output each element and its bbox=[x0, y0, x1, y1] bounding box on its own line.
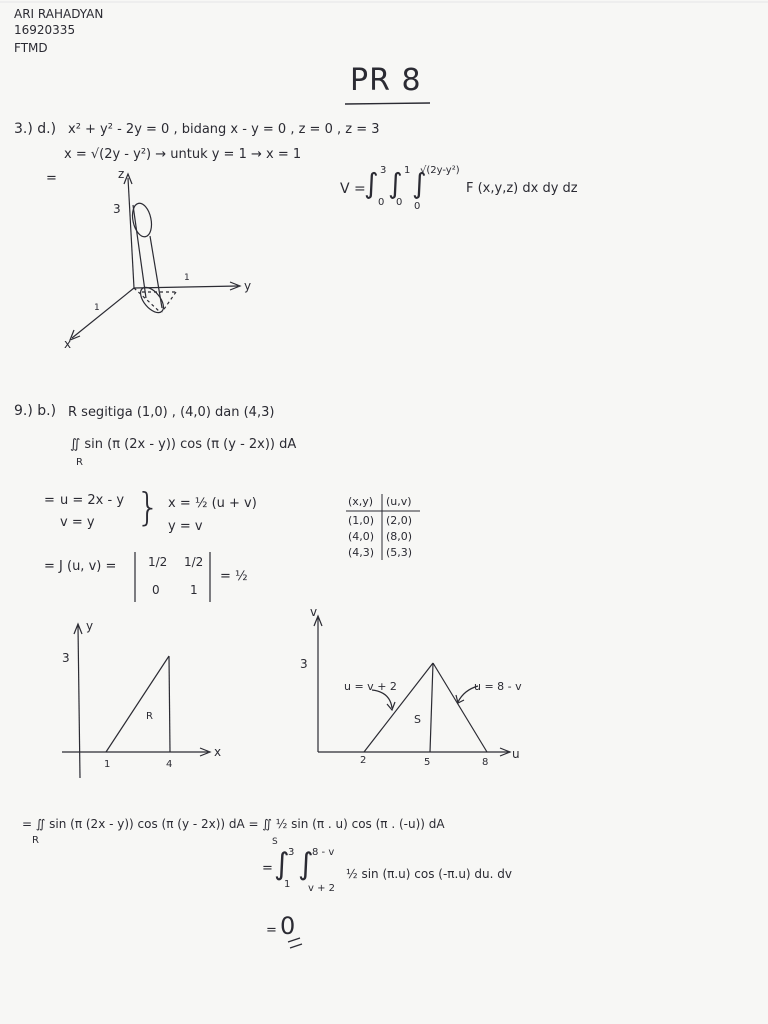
final-outer-bot: 1 bbox=[284, 879, 291, 890]
table-row-3-uv: (5,3) bbox=[386, 546, 413, 559]
final-inner-top: 8 - v bbox=[312, 847, 335, 858]
final-line-2-eq: = bbox=[262, 861, 273, 876]
table-header-xy: (x,y) bbox=[348, 495, 374, 508]
lim3-bot: 0 bbox=[414, 201, 421, 212]
problem9-integral-sub: R bbox=[76, 457, 83, 468]
y-def: y = v bbox=[168, 519, 203, 534]
graph-r-y-label: y bbox=[86, 619, 94, 633]
graph-r-tick-y-3: 3 bbox=[62, 651, 70, 665]
final-line-1-sub: R bbox=[32, 835, 39, 846]
final-line-1-sub-s: S bbox=[272, 837, 278, 847]
table-row-2-uv: (8,0) bbox=[386, 530, 413, 543]
jacobian-m22: 1 bbox=[190, 583, 198, 597]
table-row-1-uv: (2,0) bbox=[386, 514, 413, 527]
lim2-top: 1 bbox=[404, 165, 411, 176]
graph-s-u-label: u bbox=[512, 747, 520, 761]
axis-x-label: x bbox=[64, 337, 72, 351]
axis-y-label: y bbox=[244, 279, 252, 293]
problem9-integral: ∬ sin (π (2x - y)) cos (π (y - 2x)) dA bbox=[70, 437, 297, 452]
lim1-bot: 0 bbox=[378, 197, 385, 208]
graph-s-left-edge-label: u = v + 2 bbox=[344, 680, 397, 693]
graph-s-tick-u-5: 5 bbox=[424, 757, 431, 768]
graph-s-region-label: S bbox=[414, 713, 421, 726]
graph-r-x-label: x bbox=[214, 745, 222, 759]
graph-s-right-edge-label: u = 8 - v bbox=[474, 680, 522, 693]
final-outer-top: 3 bbox=[288, 847, 295, 858]
v-def: v = y bbox=[60, 515, 95, 530]
final-line-1: = ∬ sin (π (2x - y)) cos (π (y - 2x)) dA = ∬ ½ sin (π . u) cos (π . (-u)) dA bbox=[22, 817, 445, 831]
u-def: u = 2x - y bbox=[60, 493, 125, 508]
lim2-bot: 0 bbox=[396, 197, 403, 208]
graph-r-tick-x-1: 1 bbox=[104, 759, 111, 770]
problem3-label: 3.) d.) bbox=[14, 121, 57, 137]
final-answer: 0 bbox=[280, 912, 296, 940]
table-row-3-xy: (4,3) bbox=[348, 546, 375, 559]
jacobian-rhs: = ½ bbox=[220, 569, 248, 584]
problem3-sub: x = √(2y - y²) → untuk y = 1 → x = 1 bbox=[64, 147, 302, 162]
volume-lhs: V = bbox=[340, 181, 366, 197]
jacobian-m11: 1/2 bbox=[148, 555, 168, 569]
brace: } bbox=[136, 485, 161, 529]
integral-sign-2: ∫ bbox=[388, 167, 403, 200]
transform-eq: = bbox=[44, 493, 55, 508]
volume-integrand: F (x,y,z) dx dy dz bbox=[466, 181, 578, 196]
graph-s-tick-u-2: 2 bbox=[360, 755, 367, 766]
problem3-eq: = bbox=[46, 171, 57, 186]
table-row-2-xy: (4,0) bbox=[348, 530, 375, 543]
x-tick-1: 1 bbox=[94, 303, 100, 313]
final-line-2-integrand: ½ sin (π.u) cos (-π.u) du. dv bbox=[346, 867, 513, 881]
department: FTMD bbox=[14, 41, 48, 55]
axis-z-label: z bbox=[118, 167, 125, 181]
x-def: x = ½ (u + v) bbox=[168, 496, 257, 511]
table-header-uv: (u,v) bbox=[386, 495, 412, 508]
graph-s-tick-v-3: 3 bbox=[300, 657, 308, 671]
graph-s-tick-u-8: 8 bbox=[482, 757, 489, 768]
student-id: 16920335 bbox=[14, 23, 76, 37]
table-row-1-xy: (1,0) bbox=[348, 514, 375, 527]
page-title: PR 8 bbox=[350, 63, 422, 98]
jacobian-m12: 1/2 bbox=[184, 555, 204, 569]
jacobian-lhs: = J (u, v) = bbox=[44, 559, 117, 574]
integral-sign-3: ∫ bbox=[412, 167, 427, 200]
graph-s-v-label: v bbox=[310, 605, 318, 619]
answer-eq: = bbox=[266, 923, 277, 938]
final-integral-outer: ∫ bbox=[274, 847, 290, 882]
jacobian-m21: 0 bbox=[152, 583, 160, 597]
z-tick-3: 3 bbox=[113, 202, 121, 216]
graph-r-tick-x-4: 4 bbox=[166, 759, 173, 770]
y-tick-1: 1 bbox=[184, 273, 190, 283]
problem3-given: x² + y² - 2y = 0 , bidang x - y = 0 , z = 0 , z = 3 bbox=[68, 122, 380, 137]
integral-sign-1: ∫ bbox=[364, 167, 379, 200]
problem9-label: 9.) b.) bbox=[14, 403, 57, 419]
graph-r-region-label: R bbox=[146, 711, 153, 722]
problem9-region: R segitiga (1,0) , (4,0) dan (4,3) bbox=[68, 405, 275, 420]
final-integral-inner: ∫ bbox=[298, 847, 314, 882]
lim3-top: √(2y-y²) bbox=[420, 165, 460, 176]
final-inner-bot: v + 2 bbox=[308, 883, 336, 894]
lim1-top: 3 bbox=[380, 165, 387, 176]
student-name: ARI RAHADYAN bbox=[14, 7, 104, 21]
